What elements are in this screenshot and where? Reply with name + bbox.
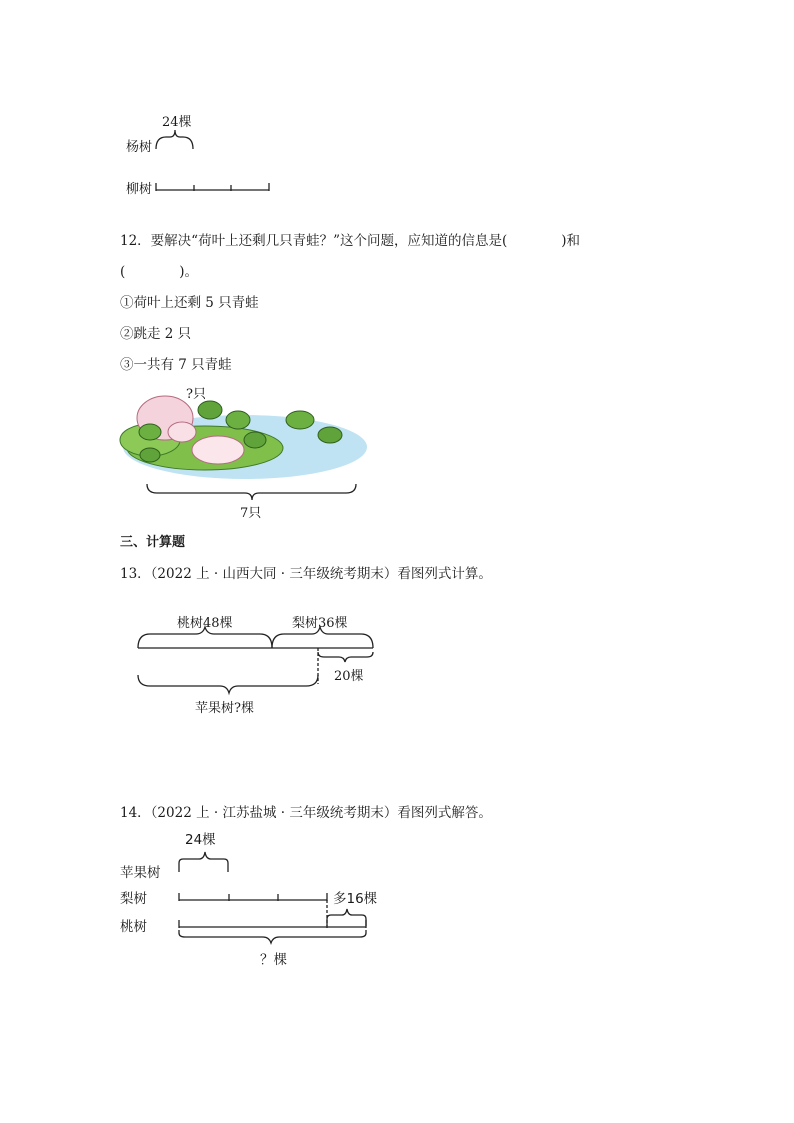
q12-option-1: ①荷叶上还剩 5 只青蛙 [120, 295, 259, 311]
q11-row-willow: 柳树 [126, 182, 153, 197]
q14-more-label: 多16棵 [333, 891, 378, 907]
q11-top-label: 24棵 [162, 115, 192, 130]
q13-diff-label: 20棵 [334, 669, 364, 684]
q13-pear-label: 梨树36棵 [292, 616, 348, 631]
q11-row-poplar: 杨树 [126, 140, 153, 155]
q14-more-brace-icon [327, 909, 366, 926]
q12-line1: 12．要解决“荷叶上还剩几只青蛙？”这个问题，应知道的信息是( )和 [120, 233, 581, 249]
frog-top-label: ?只 [186, 387, 206, 402]
q12-option-2: ②跳走 2 只 [120, 326, 192, 342]
q12-option-3: ③一共有 7 只青蛙 [120, 357, 232, 373]
q14-pear-label: 梨树 [120, 891, 147, 907]
q13-peach-label: 桃树48棵 [177, 616, 233, 631]
q13-apple-label: 苹果树?棵 [195, 701, 254, 716]
frog-bottom-label: 7只 [240, 506, 262, 521]
q14-total-label: ？棵 [260, 952, 287, 968]
q12-line2: ( )。 [120, 264, 199, 280]
q14-peach-label: 桃树 [120, 919, 147, 935]
section3-title: 三、计算题 [120, 535, 186, 550]
q14-apple-label: 苹果树 [120, 865, 161, 881]
q14-total-brace-icon [179, 930, 366, 943]
q14-top-label: 24棵 [185, 832, 216, 848]
q14-apple-brace-icon [179, 852, 228, 872]
q14-stem: 14．（2022 上 · 江苏盐城 · 三年级统考期末）看图列式解答。 [120, 805, 492, 821]
q13-stem: 13．（2022 上 · 山西大同 · 三年级统考期末）看图列式计算。 [120, 566, 492, 582]
